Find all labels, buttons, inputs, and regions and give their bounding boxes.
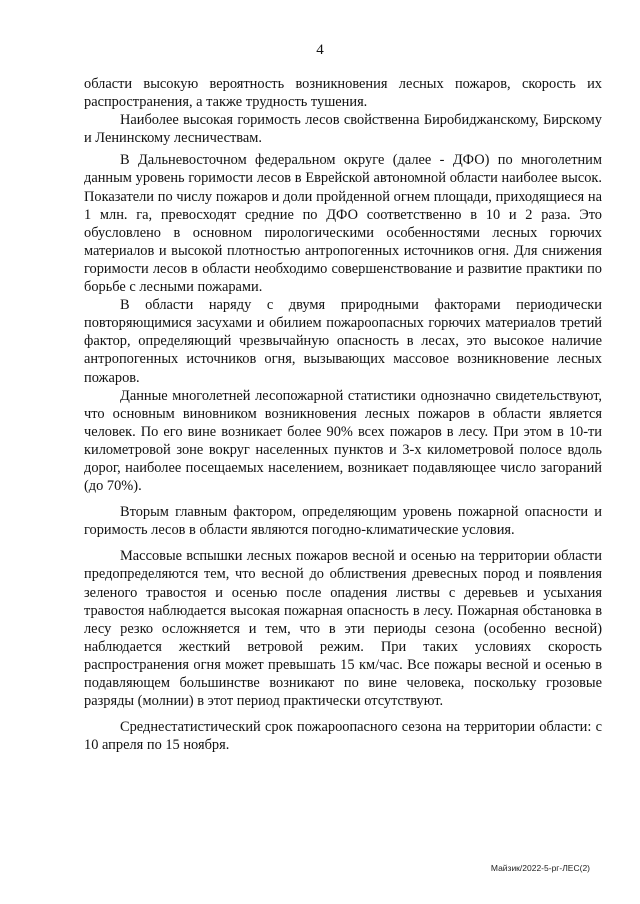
document-footer-code: Майзик/2022-5-рг-ЛЕС(2) (490, 863, 590, 873)
paragraph-fire-season: Среднестатистический срок пожароопасного сезона на территории области: с 10 апреля по 15 ноября. (84, 719, 602, 754)
paragraph-dfo-comparison: В Дальневосточном федеральном округе (далее - ДФО) по многолетним данным уровень горимости лесов в Еврейской автономной области наиболее высок. Показатели по числу пожаров и доли пройденной огнем площади, приходящиеся на 1 млн. га, превосходят средние по ДФО соответственно в 10 и 2 раза. Это обусловлено в основном пирологическими особенностями лесных горючих материалов и высокой плотностью антропогенных источников огня. Для снижения горимости лесов в области необходимо совершенствование и развитие практики по борьбе с лесными пожарами. (84, 152, 602, 296)
paragraph-statistics: Данные многолетней лесопожарной статистики однозначно свидетельствуют, что основным виновником возникновения лесных пожаров в области является человек. По его вине возникает более 90% всех пожаров в лесу. При этом в 10-ти километровой зоне вокруг населенных пунктов и 3-х километровой полосе вдоль дорог, наиболее посещаемых населением, возникает подавляющее число загораний (до 70%). (84, 387, 602, 495)
paragraph-weather-factor: Вторым главным фактором, определяющим уровень пожарной опасности и горимость лесов в области являются погодно-климатические условия. (84, 504, 602, 539)
paragraph-natural-factors: В области наряду с двумя природными факторами периодически повторяющимися засухами и обилием пожароопасных горючих материалов третий фактор, определяющий чрезвычайную опасность в лесах, это высокое наличие антропогенных источников огня, вызывающих массовое возникновение лесных пожаров. (84, 297, 602, 386)
paragraph-forestries: Наиболее высокая горимость лесов свойственна Биробиджанскому, Бирскому и Ленинскому лесничествам. (84, 112, 602, 147)
paragraph-seasonal-outbreaks: Массовые вспышки лесных пожаров весной и осенью на территории области предопределяются тем, что весной до облиствения древесных пород и появления зеленого травостоя и осенью после опадения листвы с деревьев и усыхания травостоя наблюдается высокая пожарная опасность в лесу. Пожарная обстановка в лесу резко осложняется и тем, что в эти периоды сезона (особенно весной) наблюдается жесткий ветровой режим. При таких условиях скорость распространения огня может превышать 15 км/час. Все пожары весной и осенью в подавляющем большинстве возникают по вине человека, поскольку грозовые разряды (молнии) в этот период практически отсутствуют. (84, 548, 602, 710)
document-body (84, 75, 602, 754)
paragraph-continuation: области высокую вероятность возникновения лесных пожаров, скорость их распространения, а также трудность тушения. (84, 76, 602, 111)
page-number: 4 (316, 42, 324, 58)
